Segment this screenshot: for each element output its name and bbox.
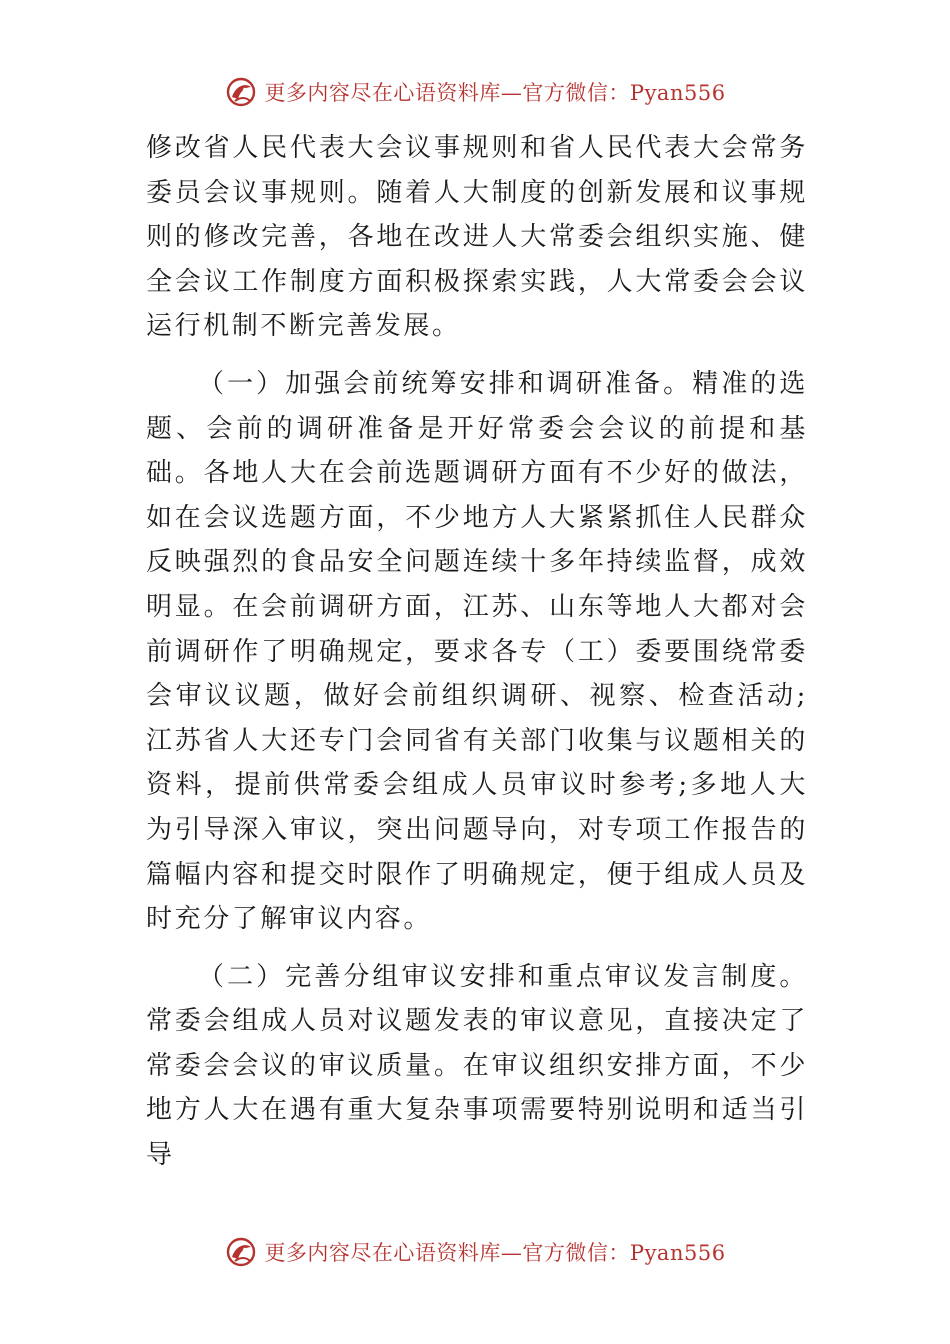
paragraph-2: （一）加强会前统筹安排和调研准备。精准的选题、会前的调研准备是开好常委会会议的前提和基础。各地人大在会前选题调研方面有不少好的做法，如在会议选题方面，不少地方人大紧紧抓住人民群众反映强烈的食品安全问题连续十多年持续监督，成效明显。在会前调研方面，江苏、山东等地人大都对会前调研作了明确规定，要求各专（工）委要围绕常委会审议议题，做好会前组织调研、视察、检查活动;江苏省人大还专门会同省有关部门收集与议题相关的资料，提前供常委会组成人员审议时参考;多地人大为引导深入审议，突出问题导向，对专项工作报告的篇幅内容和提交时限作了明确规定，便于组成人员及时充分了解审议内容。 (146, 368, 808, 935)
paragraph-1: 修改省人民代表大会议事规则和省人民代表大会常务委员会议事规则。随着人大制度的创新发展和议事规则的修改完善，各地在改进人大常委会组织实施、健全会议工作制度方面积极探索实践，人大常委会会议运行机制不断完善发展。 (146, 133, 808, 342)
footer-banner-text: 更多内容尽在心语资料库—官方微信：Pyan556 (264, 1241, 726, 1265)
paragraph-3: （二）完善分组审议安排和重点审议发言制度。常委会组成人员对议题发表的审议意见，直接决定了常委会会议的审议质量。在审议组织安排方面，不少地方人大在遇有重大复杂事项需要特别说明和适当引导 (146, 961, 808, 1171)
document-body (146, 126, 808, 1178)
footer-banner (0, 1232, 950, 1272)
red-swirl-logo-icon (224, 1235, 258, 1269)
red-swirl-logo-icon (224, 75, 258, 109)
header-banner-text: 更多内容尽在心语资料库—官方微信：Pyan556 (264, 81, 726, 105)
header-banner (0, 72, 950, 112)
